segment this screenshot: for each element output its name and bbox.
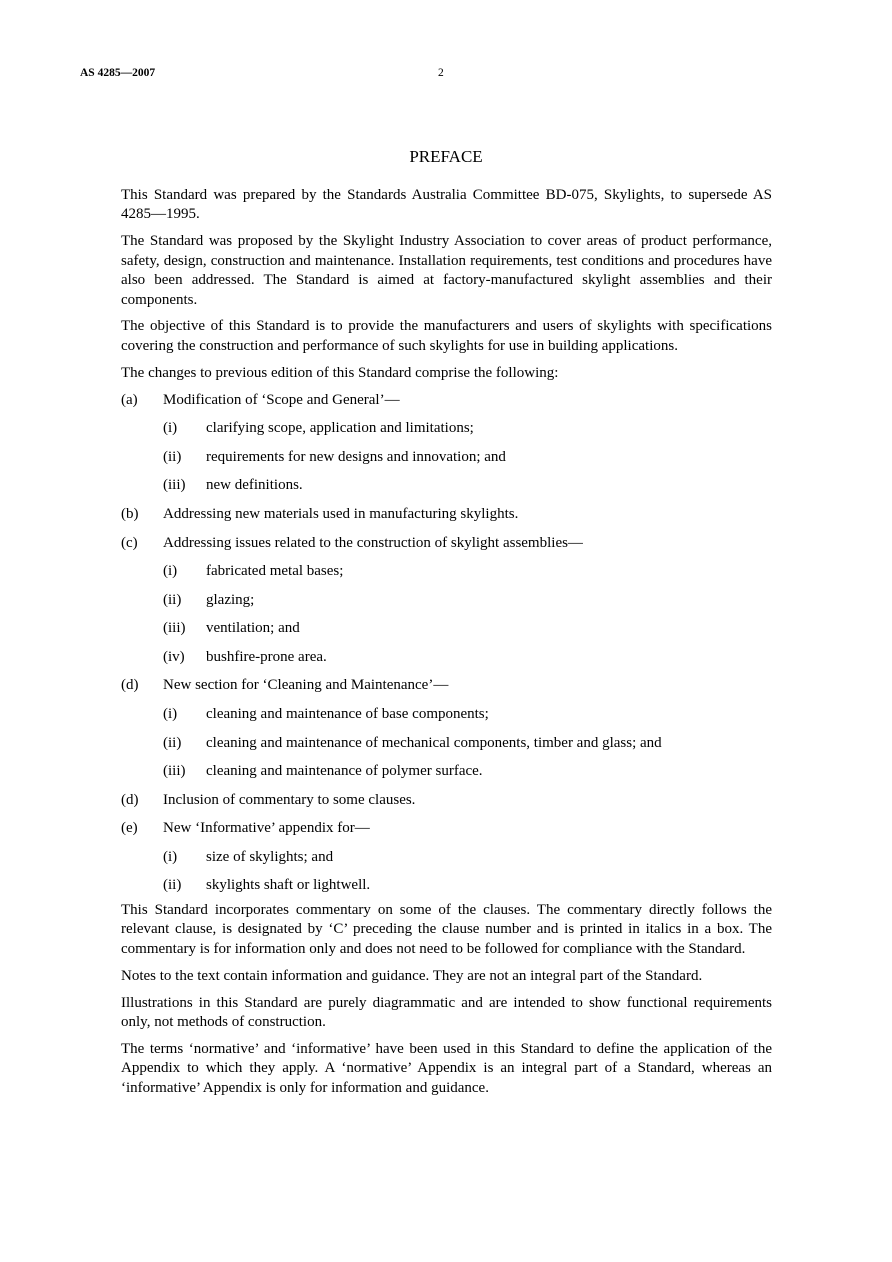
sub-item-label: (iii) bbox=[163, 620, 186, 637]
sub-item-text: cleaning and maintenance of polymer surface. bbox=[206, 763, 483, 780]
sub-item-text: cleaning and maintenance of mechanical components, timber and glass; and bbox=[206, 734, 662, 751]
changes-list bbox=[121, 391, 772, 896]
sub-list-item bbox=[121, 419, 772, 438]
list-item-text: New ‘Informative’ appendix for— bbox=[163, 820, 370, 837]
list-item-label: (d) bbox=[121, 677, 139, 694]
sub-item-label: (iv) bbox=[163, 648, 185, 665]
sub-item-label: (ii) bbox=[163, 591, 182, 608]
sub-list-item bbox=[121, 848, 772, 867]
paragraph: The terms ‘normative’ and ‘informative’ have been used in this Standard to define the application of the Appendix to which they apply. A ‘normative’ Appendix is an integral part of a Standard, whereas an ‘informative’ Appendix is only for information and guidance. bbox=[121, 1040, 772, 1096]
list-item-label: (c) bbox=[121, 534, 138, 551]
page-number: 2 bbox=[438, 67, 444, 79]
paragraph: Illustrations in this Standard are purely diagrammatic and are intended to show functional requirements only, not methods of construction. bbox=[121, 994, 772, 1030]
list-item bbox=[121, 391, 772, 410]
sub-item-label: (ii) bbox=[163, 877, 182, 894]
sub-item-text: clarifying scope, application and limitations; bbox=[206, 420, 474, 437]
paragraph: This Standard was prepared by the Standards Australia Committee BD-075, Skylights, to supersede AS 4285—1995. bbox=[121, 187, 772, 223]
sub-list-item bbox=[121, 619, 772, 638]
paragraph: The objective of this Standard is to provide the manufacturers and users of skylights with specifications covering the construction and performance of such skylights for use in building applications. bbox=[121, 318, 772, 354]
list-item-label: (e) bbox=[121, 820, 138, 837]
sub-item-text: bushfire-prone area. bbox=[206, 648, 327, 665]
sub-item-label: (iii) bbox=[163, 763, 186, 780]
sub-list-item bbox=[121, 591, 772, 610]
sub-list-item bbox=[121, 476, 772, 495]
sub-item-label: (i) bbox=[163, 848, 178, 865]
sub-item-text: cleaning and maintenance of base components; bbox=[206, 706, 489, 723]
preface-body bbox=[121, 186, 772, 1106]
sub-item-label: (ii) bbox=[163, 448, 182, 465]
sub-item-text: fabricated metal bases; bbox=[206, 563, 344, 580]
sub-item-text: new definitions. bbox=[206, 477, 303, 494]
list-item bbox=[121, 676, 772, 695]
paragraph: Notes to the text contain information and guidance. They are not an integral part of the Standard. bbox=[121, 967, 703, 984]
sub-list-item bbox=[121, 448, 772, 467]
paragraph: This Standard incorporates commentary on some of the clauses. The commentary directly follows the relevant clause, is designated by ‘C’ preceding the clause number and is printed in italics in a box. The commentary is for information only and does not need to be followed for compliance with the Standard. bbox=[121, 901, 772, 957]
sub-item-label: (i) bbox=[163, 706, 178, 723]
list-item-label: (b) bbox=[121, 505, 139, 522]
list-item bbox=[121, 819, 772, 838]
sub-item-label: (i) bbox=[163, 420, 178, 437]
sub-list-item bbox=[121, 734, 772, 753]
list-item-label: (a) bbox=[121, 391, 138, 408]
sub-item-text: requirements for new designs and innovation; and bbox=[206, 448, 506, 465]
list-item-text: Inclusion of commentary to some clauses. bbox=[163, 791, 416, 808]
sub-item-text: glazing; bbox=[206, 591, 255, 608]
list-item-text: New section for ‘Cleaning and Maintenance’— bbox=[163, 677, 449, 694]
sub-list-item bbox=[121, 648, 772, 667]
sub-list-item bbox=[121, 562, 772, 581]
sub-list-item bbox=[121, 762, 772, 781]
sub-item-text: skylights shaft or lightwell. bbox=[206, 877, 371, 894]
sub-item-label: (iii) bbox=[163, 477, 186, 494]
list-item bbox=[121, 791, 772, 810]
paragraph: The Standard was proposed by the Skylight Industry Association to cover areas of product performance, safety, design, construction and maintenance. Installation requirements, test conditions and procedures have also been addressed. The Standard is aimed at factory-manufactured skylight assemblies and their components. bbox=[121, 233, 772, 308]
changes-intro: The changes to previous edition of this Standard comprise the following: bbox=[121, 364, 559, 381]
standard-number: AS 4285—2007 bbox=[80, 67, 156, 79]
sub-item-label: (i) bbox=[163, 563, 178, 580]
list-item bbox=[121, 505, 772, 524]
sub-list-item bbox=[121, 705, 772, 724]
section-title: PREFACE bbox=[409, 147, 483, 166]
sub-item-text: size of skylights; and bbox=[206, 848, 334, 865]
list-item bbox=[121, 534, 772, 553]
sub-list-item bbox=[121, 876, 772, 895]
list-item-label: (d) bbox=[121, 791, 139, 808]
list-item-text: Addressing new materials used in manufacturing skylights. bbox=[163, 505, 519, 522]
sub-item-text: ventilation; and bbox=[206, 620, 300, 637]
list-item-text: Modification of ‘Scope and General’— bbox=[163, 391, 400, 408]
list-item-text: Addressing issues related to the construction of skylight assemblies— bbox=[163, 534, 583, 551]
sub-item-label: (ii) bbox=[163, 734, 182, 751]
